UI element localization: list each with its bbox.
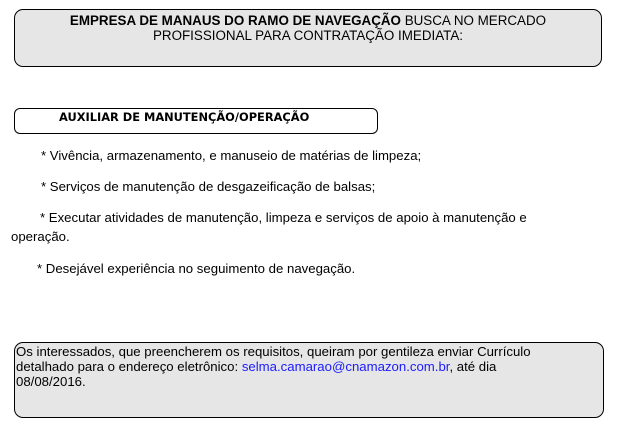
header-line-1: [15, 13, 601, 28]
job-title: AUXILIAR DE MANUTENÇÃO/OPERAÇÃO: [59, 110, 310, 124]
requirement-2: * Serviços de manutenção de desgazeificação de balsas;: [41, 179, 376, 194]
header-box: [14, 9, 602, 67]
requirement-3-continued: operação.: [11, 229, 70, 244]
contact-text: detalhado para o endereço eletrônico:: [16, 359, 242, 374]
company-name: EMPRESA DE MANAUS DO RAMO DE NAVEGAÇÃO: [69, 13, 401, 28]
contact-date: 08/08/2016.: [16, 374, 86, 389]
header-line-2: PROFISSIONAL PARA CONTRATAÇÃO IMEDIATA:: [152, 28, 463, 43]
contact-deadline-text: , até dia: [449, 359, 497, 374]
requirement-3: * Executar atividades de manutenção, limpeza e serviços de apoio à manutenção e: [40, 210, 527, 225]
contact-line-1: Os interessados, que preencherem os requisitos, queiram por gentileza enviar Currículo: [16, 344, 531, 359]
requirement-1: * Vivência, armazenamento, e manuseio de matérias de limpeza;: [41, 148, 422, 163]
job-title-box: [14, 108, 378, 134]
header-text: BUSCA NO MERCADO: [400, 13, 547, 28]
email-link[interactable]: selma.camarao@cnamazon.com.br: [241, 359, 450, 374]
requirement-4: * Desejável experiência no seguimento de navegação.: [37, 261, 356, 276]
contact-box: [14, 342, 604, 418]
contact-line-2: [16, 359, 603, 374]
